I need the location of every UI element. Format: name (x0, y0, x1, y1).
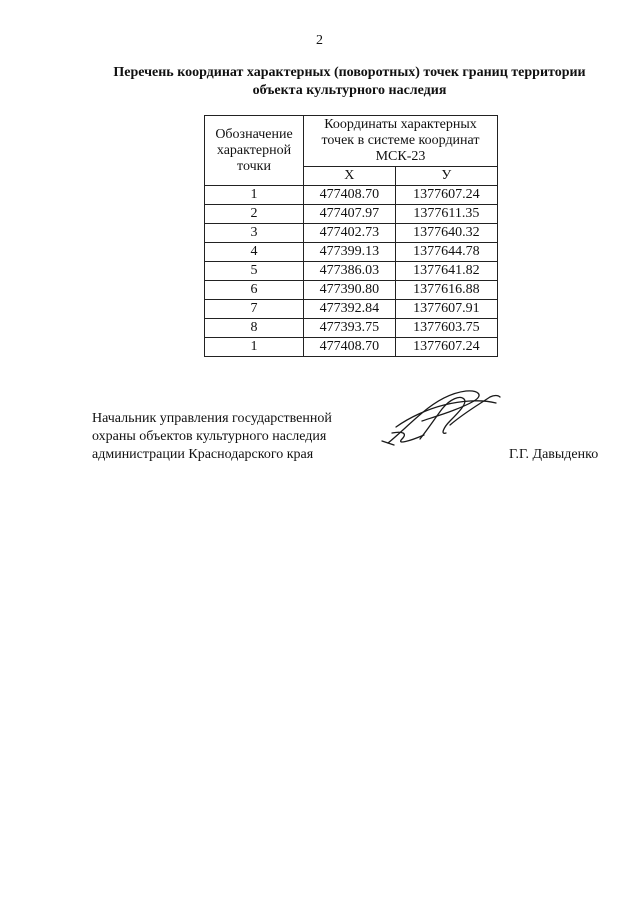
point-cell: 5 (205, 262, 304, 281)
x-cell: 477390.80 (304, 281, 396, 300)
table-row (205, 205, 498, 224)
point-cell: 1 (205, 338, 304, 357)
x-cell: 477399.13 (304, 243, 396, 262)
table-row (205, 224, 498, 243)
signer-position-line: администрации Краснодарского края (92, 447, 314, 462)
table-row (205, 186, 498, 205)
table-row (205, 319, 498, 338)
point-cell: 2 (205, 205, 304, 224)
table-row (205, 281, 498, 300)
x-cell: 477407.97 (304, 205, 396, 224)
y-column-header: У (395, 167, 497, 186)
y-cell: 1377616.88 (395, 281, 497, 300)
page-number: 2 (316, 33, 323, 48)
signer-name: Г.Г. Давыденко (509, 447, 599, 462)
x-cell: 477393.75 (304, 319, 396, 338)
x-cell: 477386.03 (304, 262, 396, 281)
point-cell: 4 (205, 243, 304, 262)
y-cell: 1377603.75 (395, 319, 497, 338)
point-cell: 8 (205, 319, 304, 338)
document-title (60, 64, 639, 100)
y-cell: 1377607.24 (395, 186, 497, 205)
point-header-line: точки (237, 158, 271, 174)
y-cell: 1377611.35 (395, 205, 497, 224)
title-line-1: Перечень координат характерных (поворотных) точек границ территории (113, 65, 586, 80)
x-cell: 477408.70 (304, 338, 396, 357)
signer-position-line: охраны объектов культурного наследия (92, 429, 327, 444)
y-cell: 1377640.32 (395, 224, 497, 243)
point-header-line: характерной (216, 142, 292, 158)
table-row (205, 300, 498, 319)
point-cell: 6 (205, 281, 304, 300)
signer-position (92, 410, 332, 464)
y-cell: 1377607.24 (395, 338, 497, 357)
table-header-row (205, 116, 498, 167)
coordinates-table (204, 115, 498, 357)
coords-header-line: МСК-23 (375, 149, 426, 164)
point-cell: 1 (205, 186, 304, 205)
y-cell: 1377644.78 (395, 243, 497, 262)
table-row (205, 262, 498, 281)
table-row (205, 338, 498, 357)
signer-position-line: Начальник управления государственной (92, 411, 332, 426)
x-cell: 477392.84 (304, 300, 396, 319)
title-line-2: объекта культурного наследия (252, 83, 447, 98)
point-cell: 7 (205, 300, 304, 319)
point-cell: 3 (205, 224, 304, 243)
y-cell: 1377607.91 (395, 300, 497, 319)
point-designation-header (205, 116, 304, 186)
coordinates-header (304, 116, 498, 167)
x-column-header: X (304, 167, 396, 186)
handwritten-signature (380, 383, 510, 453)
table-row (205, 243, 498, 262)
coords-header-line: Координаты характерных (324, 117, 477, 132)
x-cell: 477408.70 (304, 186, 396, 205)
point-header-line: Обозначение (215, 126, 293, 142)
coords-header-line: точек в системе координат (321, 133, 480, 148)
y-cell: 1377641.82 (395, 262, 497, 281)
x-cell: 477402.73 (304, 224, 396, 243)
